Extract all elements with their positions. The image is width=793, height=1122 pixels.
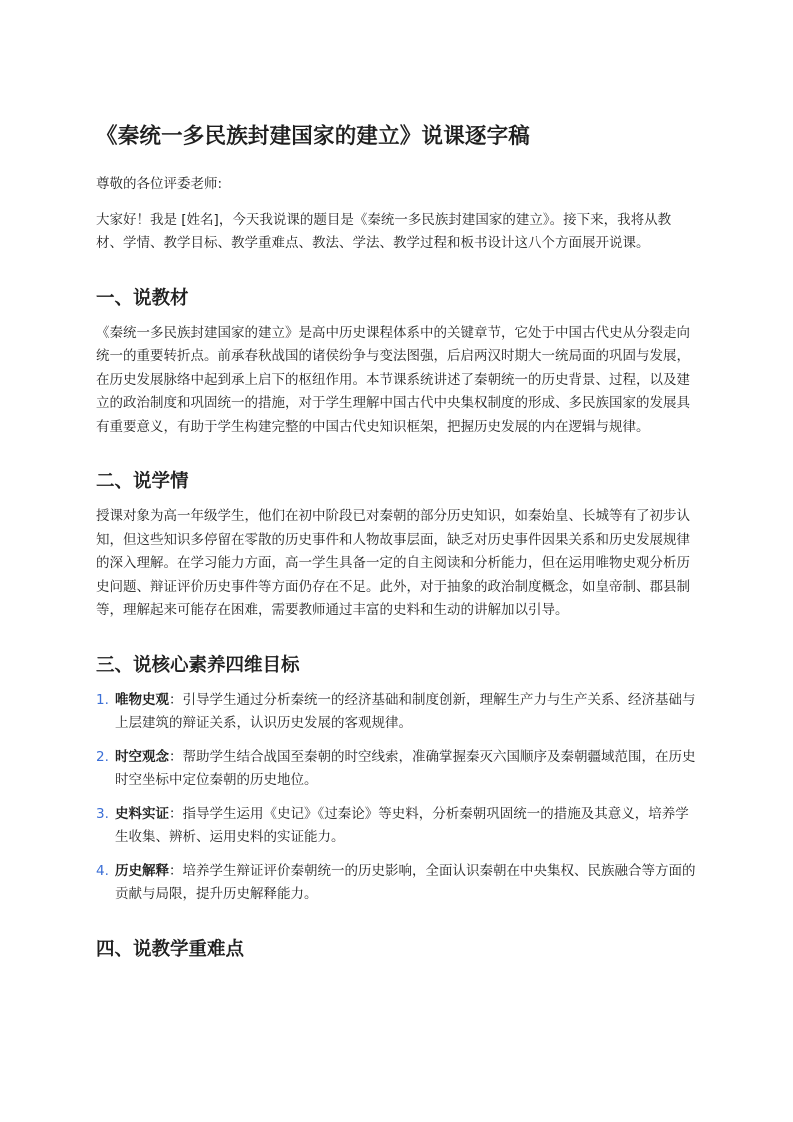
list-item xyxy=(96,803,697,850)
list-item xyxy=(96,746,697,793)
greeting: 尊敬的各位评委老师: xyxy=(96,176,223,192)
section-heading-textbook: 一、说教材 xyxy=(96,287,189,309)
list-item-label: 时空观念 xyxy=(115,748,169,765)
list-item-text: ：指导学生运用《史记》《过秦论》等史料，分析秦朝巩固统一的措施及其意义，培养学生收集、辨析、运用史料的实证能力。 xyxy=(115,805,689,845)
list-number: 4. xyxy=(96,862,109,879)
list-item-text: ：引导学生通过分析秦统一的经济基础和制度创新，理解生产力与生产关系、经济基础与上层建筑的辩证关系，认识历史发展的客观规律。 xyxy=(115,691,696,731)
intro-paragraph: 大家好！我是 [姓名]，今天我说课的题目是《秦统一多民族封建国家的建立》。接下来，我将从教材、学情、教学目标、教学重难点、教法、学法、教学过程和板书设计这八个方面展开说课。 xyxy=(96,211,672,251)
list-item xyxy=(96,689,697,736)
list-item-label: 历史解释 xyxy=(115,862,169,879)
list-number: 2. xyxy=(96,748,109,765)
list-item xyxy=(96,860,697,907)
list-item-text: ：帮助学生结合战国至秦朝的时空线索，准确掌握秦灭六国顺序及秦朝疆域范围，在历史时空坐标中定位秦朝的历史地位。 xyxy=(115,748,696,788)
list-number: 3. xyxy=(96,805,109,822)
document-title: 《秦统一多民族封建国家的建立》说课逐字稿 xyxy=(96,124,531,149)
list-number: 1. xyxy=(96,691,109,708)
list-item-text: ：培养学生辩证评价秦朝统一的历史影响，全面认识秦朝在中央集权、民族融合等方面的贡献与局限，提升历史解释能力。 xyxy=(115,862,696,902)
section-body-textbook: 《秦统一多民族封建国家的建立》是高中历史课程体系中的关键章节，它处于中国古代史从分裂走向统一的重要转折点。前承春秋战国的诸侯纷争与变法图强，后启两汉时期大一统局面的巩固与发展，在历史发展脉络中起到承上启下的枢纽作用。本节课系统讲述了秦朝统一的历史背景、过程，以及建立的政治制度和巩固统一的措施，对于学生理解中国古代中央集权制度的形成、多民族国家的发展具有重要意义，有助于学生构建完整的中国古代史知识框架，把握历史发展的内在逻辑与规律。 xyxy=(96,324,690,435)
objectives-list xyxy=(96,689,697,907)
section-heading-objectives: 三、说核心素养四维目标 xyxy=(96,654,300,676)
section-body-students: 授课对象为高一年级学生，他们在初中阶段已对秦朝的部分历史知识，如秦始皇、长城等有了初步认知，但这些知识多停留在零散的历史事件和人物故事层面，缺乏对历史事件因果关系和历史发展规律的深入理解。在学习能力方面，高一学生具备一定的自主阅读和分析能力，但在运用唯物史观分析历史问题、辩证评价历史事件等方面仍存在不足。此外，对于抽象的政治制度概念，如皇帝制、郡县制等，理解起来可能存在困难，需要教师通过丰富的史料和生动的讲解加以引导。 xyxy=(96,508,690,618)
section-heading-students: 二、说学情 xyxy=(96,471,189,492)
list-item-label: 唯物史观 xyxy=(115,691,169,708)
list-item-label: 史料实证 xyxy=(115,805,169,822)
section-heading-key-points: 四、说教学重难点 xyxy=(96,938,245,960)
